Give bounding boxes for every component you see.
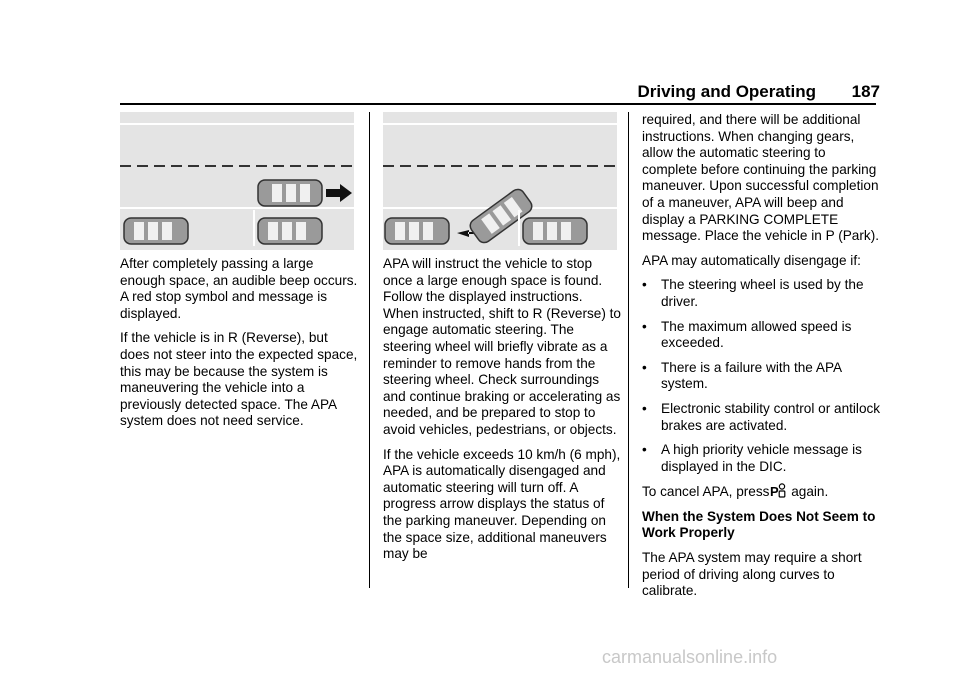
paragraph: required, and there will be additional instructions. When changing gears, allow the automatic steering to complete before continuing the parking maneuver. Upon successful completion of a maneuver, APA will beep and display a PARKING COMPLETE message. Place the vehicle in P (Park). (642, 112, 879, 244)
header-rule (120, 103, 876, 105)
page-number: 187 (851, 82, 880, 101)
list-item: • The maximum allowed speed is exceeded. (642, 318, 852, 351)
section-heading: When the System Does Not Seem to Work Properly (642, 508, 876, 541)
bullet: • (642, 318, 647, 334)
list-item: • The steering wheel is used by the driver. (642, 277, 864, 309)
bullet: • (642, 400, 647, 416)
paragraph: After completely passing a large enough space, an audible beep occurs. A red stop symbol and message is displayed. (120, 256, 358, 321)
disengage-list (642, 277, 882, 475)
parked-vehicle-right (258, 218, 322, 244)
paragraph: If the vehicle exceeds 10 km/h (6 mph), APA is automatically disengaged and automatic steering will turn off. A progress arrow displays the status of the parking maneuver. Depending on the space size, additional maneuvers may be (383, 446, 621, 562)
paragraph: APA will instruct the vehicle to stop once a large enough space is found. Follow the displayed instructions. When instructed, shift to R (Reverse) to engage automatic steering. The steering wheel will briefly vibrate as a reminder to remove hands from the steering wheel. Check surroundings and continue braking or accelerating as needed, and be prepared to stop to avoid vehicles, pedestrians, or objects. (383, 256, 621, 437)
paragraph: APA may automatically disengage if: (642, 252, 861, 268)
watermark: carmanualsonline.info (602, 647, 778, 667)
parked-vehicle-right (523, 218, 587, 244)
column-1 (120, 112, 358, 438)
column-divider (628, 112, 629, 588)
bullet: • (642, 277, 647, 293)
svg-text:P: P (770, 484, 780, 499)
paragraph: The APA system may require a short period of driving along curves to calibrate. (642, 550, 862, 599)
bullet: • (642, 442, 647, 458)
list-item: • A high priority vehicle message is displayed in the DIC. (642, 442, 862, 474)
parking-assist-icon (770, 483, 786, 498)
cancel-instruction: To cancel APA, press P again. (642, 484, 829, 500)
moving-vehicle (258, 180, 322, 206)
paragraph: If the vehicle is in R (Reverse), but does not steer into the expected space, this may be because the system is maneuvering the vehicle into a previously detected space. The APA system does not need service. (120, 330, 358, 429)
column-divider (369, 112, 370, 588)
figure-reverse-parking (383, 112, 617, 250)
parked-vehicle-left (124, 218, 188, 244)
list-item: • There is a failure with the APA system. (642, 359, 842, 392)
section-title: Driving and Operating (637, 82, 816, 101)
figure-passing-space (120, 112, 354, 250)
bullet: • (642, 359, 647, 375)
column-2 (383, 112, 621, 571)
column-3 (642, 112, 882, 608)
list-item: • Electronic stability control or antilock brakes are activated. (642, 400, 881, 433)
page-header (120, 80, 880, 104)
parked-vehicle-left (385, 218, 449, 244)
